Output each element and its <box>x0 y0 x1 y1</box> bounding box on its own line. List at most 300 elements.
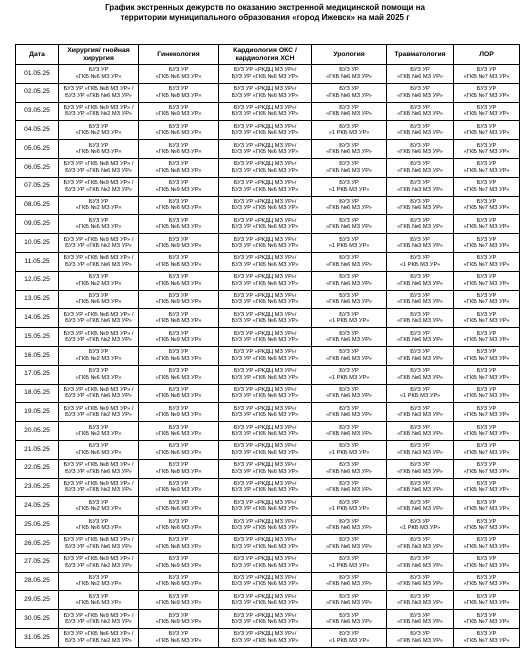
cell-line: БУЗ УР <box>168 67 189 74</box>
surgery-cell <box>59 365 139 384</box>
cardiology-cell <box>219 215 312 234</box>
cell-line: БУЗ УР <box>339 462 359 469</box>
surgery-cell <box>59 271 139 290</box>
cell-line: БУЗ УР «РКДЦ МЗ УР»/ <box>233 293 297 300</box>
cell-line: БУЗ УР «ГКБ №6 МЗ УР» <box>65 468 132 475</box>
cell-line: БУЗ УР «ГКБ №9 МЗ УР» / <box>63 105 134 112</box>
date-cell: 24.05.25 <box>16 497 59 516</box>
surgery-cell <box>59 309 139 328</box>
ent-cell <box>454 534 520 553</box>
cell-line: БУЗ УР «ГКБ №8 МЗ УР» / <box>63 311 134 318</box>
cell-line: «ГКБ №7 МЗ УР» <box>463 393 510 400</box>
cell-line: «1 РКБ МЗ УР» <box>328 318 370 325</box>
ent-cell <box>454 516 520 535</box>
traumatology-cell <box>387 121 454 140</box>
cardiology-cell <box>219 459 312 478</box>
cell-line: БУЗ УР «ГКБ №6 МЗ УР» <box>231 149 299 156</box>
cell-line: «1 РКБ МЗ УР» <box>399 525 441 532</box>
cell-line: БУЗ УР <box>410 293 430 300</box>
cell-line: «ГКБ №6 МЗ УР» <box>397 149 443 156</box>
cell-line: БУЗ УР <box>410 311 430 318</box>
cell-line: БУЗ УР <box>168 575 189 581</box>
cell-line: «ГКБ №6 МЗ УР» <box>75 600 122 607</box>
cell-line: БУЗ УР <box>476 105 497 112</box>
ent-cell <box>454 497 520 516</box>
cell-line: БУЗ УР <box>476 612 497 619</box>
cell-line: «ГКБ №6 МЗ УР» <box>326 73 372 80</box>
cell-line: «ГКБ №7 МЗ УР» <box>463 299 510 306</box>
gynecology-cell <box>139 591 219 610</box>
surgery-cell <box>59 422 139 441</box>
gynecology-cell <box>139 121 219 140</box>
cell-line: БУЗ УР «РКДЦ МЗ УР»/ <box>233 631 297 638</box>
cell-line: «ГКБ №7 МЗ УР» <box>463 355 510 362</box>
table-row <box>16 572 520 591</box>
ent-cell <box>454 553 520 572</box>
cell-line: «ГКБ №7 МЗ УР» <box>463 73 510 80</box>
cell-line: БУЗ УР «ГКБ №2 МЗ УР» <box>65 487 132 494</box>
cell-line: «ГКБ №7 МЗ УР» <box>463 506 510 513</box>
date-cell: 14.05.25 <box>16 309 59 328</box>
cell-line: «ГКБ №6 МЗ УР» <box>326 224 372 231</box>
cell-line: БУЗ УР «РКДЦ МЗ УР»/ <box>233 86 297 93</box>
cell-line: «ГКБ №6 МЗ УР» <box>75 299 122 306</box>
cell-line: БУЗ УР «РКДЦ МЗ УР»/ <box>233 387 297 394</box>
urology-cell <box>312 553 387 572</box>
col-header-urology: Урология <box>312 45 387 65</box>
table-row <box>16 290 520 309</box>
cell-line: БУЗ УР <box>476 387 497 394</box>
cell-line: БУЗ УР «ГКБ №2 МЗ УР» <box>65 412 132 419</box>
cell-line: БУЗ УР «ГКБ №8 МЗ УР» / <box>63 255 134 262</box>
urology-cell <box>312 591 387 610</box>
cell-line: БУЗ УР <box>339 405 359 412</box>
cell-line: БУЗ УР <box>339 105 359 112</box>
cell-line: БУЗ УР <box>168 330 189 337</box>
cell-line: «ГКБ №7 МЗ УР» <box>463 167 510 174</box>
cell-line: БУЗ УР <box>168 518 189 525</box>
cell-line: БУЗ УР «РКДЦ МЗ УР»/ <box>233 274 297 281</box>
cell-line: БУЗ УР <box>168 443 189 450</box>
surgery-cell <box>59 102 139 121</box>
table-row <box>16 83 520 102</box>
cell-line: «ГКБ №7 МЗ УР» <box>463 280 510 287</box>
cell-line: БУЗ УР <box>410 255 430 262</box>
cell-line: «ГКБ №6 МЗ УР» <box>155 637 202 644</box>
traumatology-cell <box>387 252 454 271</box>
cell-line: «ГКБ №7 МЗ УР» <box>463 374 510 381</box>
date-cell: 13.05.25 <box>16 290 59 309</box>
cell-line: «ГКБ №6 МЗ УР» <box>75 374 122 381</box>
cell-line: БУЗ УР <box>410 274 430 281</box>
cell-line: БУЗ УР «ГКБ №6 МЗ УР» <box>231 506 299 513</box>
date-cell: 17.05.25 <box>16 365 59 384</box>
cell-line: «ГКБ №9 МЗ УР» <box>155 412 202 419</box>
cell-line: БУЗ УР «ГКБ №9 МЗ УР» / <box>63 180 134 187</box>
cell-line: БУЗ УР <box>476 161 497 168</box>
ent-cell <box>454 403 520 422</box>
cell-line: БУЗ УР <box>410 349 430 356</box>
table-row <box>16 102 520 121</box>
urology-cell <box>312 158 387 177</box>
header-row <box>16 45 520 65</box>
cell-line: «ГКБ №6 МЗ УР» <box>326 355 372 362</box>
cell-line: «ГКБ №6 МЗ УР» <box>326 92 372 99</box>
ent-cell <box>454 65 520 84</box>
cell-line: «ГКБ №6 МЗ УР» <box>326 280 372 287</box>
cell-line: «ГКБ №6 МЗ УР» <box>397 431 443 438</box>
cell-line: БУЗ УР «ГКБ №2 МЗ УР» <box>65 337 132 344</box>
cell-line: БУЗ УР <box>88 142 109 149</box>
cell-line: «1 РКБ МЗ УР» <box>328 506 370 513</box>
cell-line: БУЗ УР «ГКБ №6 МЗ УР» <box>65 318 132 325</box>
cell-line: БУЗ УР «ГКБ №8 МЗ УР» / <box>63 462 134 469</box>
cell-line: БУЗ УР «РКДЦ МЗ УР»/ <box>233 161 297 168</box>
cell-line: «ГКБ №3 МЗ УР» <box>397 243 443 250</box>
cell-line: БУЗ УР <box>168 293 189 300</box>
cell-line: БУЗ УР <box>88 293 109 300</box>
ent-cell <box>454 290 520 309</box>
gynecology-cell <box>139 440 219 459</box>
col-header-traumatology: Травматология <box>387 45 454 65</box>
col-header-ent: ЛОР <box>454 45 520 65</box>
cell-line: БУЗ УР <box>476 481 497 488</box>
cell-line: «ГКБ №9 МЗ УР» <box>155 562 202 569</box>
col-header-cardiology: Кардиология ОКС / кардиология ХСН <box>219 45 312 65</box>
ent-cell <box>454 478 520 497</box>
date-cell: 07.05.25 <box>16 177 59 196</box>
gynecology-cell <box>139 459 219 478</box>
surgery-cell <box>59 215 139 234</box>
cell-line: БУЗ УР <box>339 67 359 74</box>
gynecology-cell <box>139 271 219 290</box>
urology-cell <box>312 403 387 422</box>
cell-line: «ГКБ №6 МЗ УР» <box>326 543 372 550</box>
cell-line: БУЗ УР «ГКБ №2 МЗ УР» <box>65 186 132 193</box>
date-cell: 19.05.25 <box>16 403 59 422</box>
cell-line: БУЗ УР <box>339 481 359 488</box>
cell-line: БУЗ УР <box>88 349 109 356</box>
cell-line: «ГКБ №3 МЗ УР» <box>397 318 443 325</box>
cell-line: «ГКБ №7 МЗ УР» <box>463 468 510 475</box>
traumatology-cell <box>387 516 454 535</box>
cell-line: «ГКБ №6 МЗ УР» <box>326 299 372 306</box>
traumatology-cell <box>387 196 454 215</box>
table-row <box>16 534 520 553</box>
cell-line: БУЗ УР «ГКБ №2 МЗ УР» <box>65 637 132 644</box>
cell-line: «ГКБ №6 МЗ УР» <box>326 412 372 419</box>
cell-line: «ГКБ №8 МЗ УР» <box>155 261 202 268</box>
cell-line: «ГКБ №7 МЗ УР» <box>463 543 510 550</box>
cardiology-cell <box>219 534 312 553</box>
urology-cell <box>312 422 387 441</box>
cell-line: БУЗ УР «РКДЦ МЗ УР»/ <box>233 105 297 112</box>
cell-line: «1 РКБ МЗ УР» <box>328 449 370 456</box>
cell-line: «ГКБ №6 МЗ УР» <box>326 261 372 268</box>
surgery-cell <box>59 478 139 497</box>
cell-line: «ГКБ №6 МЗ УР» <box>155 205 202 212</box>
ent-cell <box>454 140 520 159</box>
table-row <box>16 591 520 610</box>
traumatology-cell <box>387 591 454 610</box>
cell-line: БУЗ УР «ГКБ №6 МЗ УР» <box>231 637 299 644</box>
cell-line: БУЗ УР <box>168 631 189 638</box>
cell-line: «1 РКБ МЗ УР» <box>328 562 370 569</box>
cell-line: БУЗ УР <box>476 575 497 581</box>
surgery-cell <box>59 346 139 365</box>
traumatology-cell <box>387 553 454 572</box>
cell-line: БУЗ УР <box>168 311 189 318</box>
date-cell: 18.05.25 <box>16 384 59 403</box>
cell-line: БУЗ УР <box>476 424 497 431</box>
cell-line: БУЗ УР «ГКБ №6 МЗ УР» <box>65 543 132 550</box>
cell-line: БУЗ УР <box>476 349 497 356</box>
cell-line: БУЗ УР «ГКБ №9 МЗ УР» / <box>63 405 134 412</box>
cell-line: БУЗ УР «РКДЦ МЗ УР»/ <box>233 518 297 525</box>
cell-line: БУЗ УР <box>168 161 189 168</box>
cell-line: БУЗ УР <box>168 217 189 224</box>
gynecology-cell <box>139 384 219 403</box>
cell-line: БУЗ УР <box>339 499 359 506</box>
cell-line: БУЗ УР «ГКБ №6 МЗ УР» <box>231 299 299 306</box>
cell-line: БУЗ УР <box>410 443 430 450</box>
cell-line: БУЗ УР <box>168 199 189 206</box>
cell-line: БУЗ УР «ГКБ №6 МЗ УР» <box>231 205 299 212</box>
cell-line: БУЗ УР «РКДЦ МЗ УР»/ <box>233 537 297 544</box>
cell-line: БУЗ УР «РКДЦ МЗ УР»/ <box>233 481 297 488</box>
cell-line: БУЗ УР «ГКБ №6 МЗ УР» <box>65 92 132 99</box>
cell-line: «ГКБ №6 МЗ УР» <box>326 393 372 400</box>
cell-line: «ГКБ №8 МЗ УР» <box>155 468 202 475</box>
cell-line: «ГКБ №6 МЗ УР» <box>397 581 443 588</box>
urology-cell <box>312 478 387 497</box>
cell-line: БУЗ УР <box>410 105 430 112</box>
cell-line: «ГКБ №2 МЗ УР» <box>75 506 122 513</box>
table-row <box>16 422 520 441</box>
cardiology-cell <box>219 553 312 572</box>
ent-cell <box>454 309 520 328</box>
cell-line: БУЗ УР <box>410 67 430 74</box>
traumatology-cell <box>387 610 454 629</box>
cell-line: БУЗ УР <box>168 556 189 563</box>
cell-line: «ГКБ №6 МЗ УР» <box>75 224 122 231</box>
cell-line: «ГКБ №6 МЗ УР» <box>326 581 372 588</box>
cell-line: БУЗ УР <box>476 462 497 469</box>
cardiology-cell <box>219 252 312 271</box>
cell-line: БУЗ УР <box>339 349 359 356</box>
gynecology-cell <box>139 65 219 84</box>
cell-line: БУЗ УР <box>168 612 189 619</box>
cell-line: БУЗ УР «ГКБ №6 МЗ УР» <box>231 318 299 325</box>
cell-line: БУЗ УР «РКДЦ МЗ УР»/ <box>233 575 297 581</box>
cell-line: БУЗ УР <box>476 593 497 600</box>
cell-line: «ГКБ №6 МЗ УР» <box>397 92 443 99</box>
cell-line: «1 РКБ МЗ УР» <box>399 261 441 268</box>
cell-line: БУЗ УР «РКДЦ МЗ УР»/ <box>233 180 297 187</box>
cell-line: «ГКБ №2 МЗ УР» <box>75 205 122 212</box>
cell-line: БУЗ УР «ГКБ №6 МЗ УР» <box>231 412 299 419</box>
surgery-cell <box>59 83 139 102</box>
cell-line: «ГКБ №6 МЗ УР» <box>75 149 122 156</box>
cell-line: «ГКБ №6 МЗ УР» <box>155 374 202 381</box>
date-cell: 06.05.25 <box>16 158 59 177</box>
traumatology-cell <box>387 309 454 328</box>
cell-line: БУЗ УР <box>88 368 109 375</box>
cell-line: БУЗ УР <box>410 199 430 206</box>
cell-line: БУЗ УР «ГКБ №6 МЗ УР» <box>231 525 299 532</box>
cell-line: БУЗ УР «ГКБ №9 МЗ УР» / <box>63 330 134 337</box>
urology-cell <box>312 516 387 535</box>
cell-line: «ГКБ №6 МЗ УР» <box>397 111 443 118</box>
cell-line: БУЗ УР <box>339 330 359 337</box>
cell-line: БУЗ УР <box>476 368 497 375</box>
cardiology-cell <box>219 516 312 535</box>
ent-cell <box>454 158 520 177</box>
cell-line: «ГКБ №7 МЗ УР» <box>463 431 510 438</box>
cell-line: БУЗ УР <box>168 236 189 243</box>
cell-line: БУЗ УР <box>168 105 189 112</box>
cell-line: БУЗ УР <box>88 575 109 581</box>
cell-line: БУЗ УР <box>168 405 189 412</box>
ent-cell <box>454 591 520 610</box>
cell-line: БУЗ УР «РКДЦ МЗ УР»/ <box>233 499 297 506</box>
traumatology-cell <box>387 83 454 102</box>
table-row <box>16 215 520 234</box>
cell-line: БУЗ УР «РКДЦ МЗ УР»/ <box>233 142 297 149</box>
traumatology-cell <box>387 177 454 196</box>
table-row <box>16 177 520 196</box>
date-cell: 08.05.25 <box>16 196 59 215</box>
cell-line: БУЗ УР «ГКБ №2 МЗ УР» <box>65 619 132 625</box>
cell-line: БУЗ УР <box>410 368 430 375</box>
cell-line: БУЗ УР «ГКБ №6 МЗ УР» <box>231 243 299 250</box>
cell-line: БУЗ УР «ГКБ №6 МЗ УР» <box>231 280 299 287</box>
cell-line: «ГКБ №9 МЗ УР» <box>155 487 202 494</box>
cell-line: БУЗ УР <box>339 236 359 243</box>
cell-line: БУЗ УР <box>410 161 430 168</box>
date-cell: 15.05.25 <box>16 328 59 347</box>
cell-line: «ГКБ №7 МЗ УР» <box>463 318 510 325</box>
cell-line: БУЗ УР «РКДЦ МЗ УР»/ <box>233 462 297 469</box>
cell-line: БУЗ УР <box>410 86 430 93</box>
cell-line: «ГКБ №6 МЗ УР» <box>397 73 443 80</box>
cell-line: БУЗ УР «РКДЦ МЗ УР»/ <box>233 67 297 74</box>
cell-line: «ГКБ №6 МЗ УР» <box>155 73 202 80</box>
gynecology-cell <box>139 610 219 629</box>
cell-line: БУЗ УР «ГКБ №6 МЗ УР» <box>231 543 299 550</box>
cell-line: БУЗ УР <box>168 387 189 394</box>
urology-cell <box>312 497 387 516</box>
urology-cell <box>312 346 387 365</box>
surgery-cell <box>59 252 139 271</box>
date-cell: 02.05.25 <box>16 83 59 102</box>
urology-cell <box>312 572 387 591</box>
surgery-cell <box>59 591 139 610</box>
cell-line: БУЗ УР «ГКБ №6 МЗ УР» <box>231 111 299 118</box>
cell-line: БУЗ УР «ГКБ №6 МЗ УР» / <box>63 631 134 638</box>
cell-line: «ГКБ №6 МЗ УР» <box>326 205 372 212</box>
cell-line: «ГКБ №6 МЗ УР» <box>397 280 443 287</box>
cell-line: БУЗ УР <box>476 123 497 130</box>
cell-line: БУЗ УР <box>88 499 109 506</box>
ent-cell <box>454 215 520 234</box>
cell-line: «ГКБ №6 МЗ УР» <box>326 487 372 494</box>
cell-line: БУЗ УР <box>410 593 430 600</box>
cell-line: «ГКБ №6 МЗ УР» <box>155 449 202 456</box>
cell-line: БУЗ УР «РКДЦ МЗ УР»/ <box>233 593 297 600</box>
cell-line: БУЗ УР «РКДЦ МЗ УР»/ <box>233 330 297 337</box>
cell-line: БУЗ УР <box>410 330 430 337</box>
ent-cell <box>454 177 520 196</box>
cell-line: БУЗ УР <box>339 123 359 130</box>
cell-line: БУЗ УР «ГКБ №6 МЗ УР» <box>65 261 132 268</box>
table-row <box>16 196 520 215</box>
cell-line: «1 РКБ МЗ УР» <box>399 393 441 400</box>
cell-line: «ГКБ №7 МЗ УР» <box>463 149 510 156</box>
cell-line: «ГКБ №6 МЗ УР» <box>326 111 372 118</box>
table-row <box>16 497 520 516</box>
cell-line: БУЗ УР «ГКБ №6 МЗ УР» <box>231 374 299 381</box>
cell-line: БУЗ УР <box>476 405 497 412</box>
cell-line: БУЗ УР <box>410 180 430 187</box>
traumatology-cell <box>387 290 454 309</box>
cell-line: БУЗ УР «ГКБ №6 МЗ УР» <box>231 337 299 344</box>
cell-line: БУЗ УР «РКДЦ МЗ УР»/ <box>233 123 297 130</box>
date-cell: 11.05.25 <box>16 252 59 271</box>
table-row <box>16 346 520 365</box>
cell-line: БУЗ УР «ГКБ №6 МЗ УР» <box>231 449 299 456</box>
cell-line: «ГКБ №6 МЗ УР» <box>397 337 443 344</box>
cell-line: БУЗ УР <box>339 424 359 431</box>
ent-cell <box>454 384 520 403</box>
cell-line: БУЗ УР <box>339 387 359 394</box>
cardiology-cell <box>219 497 312 516</box>
cell-line: «ГКБ №6 МЗ УР» <box>155 581 202 588</box>
cell-line: «ГКБ №6 МЗ УР» <box>326 600 372 607</box>
cell-line: «ГКБ №8 МЗ УР» <box>155 318 202 325</box>
gynecology-cell <box>139 534 219 553</box>
urology-cell <box>312 628 387 647</box>
urology-cell <box>312 440 387 459</box>
cell-line: «ГКБ №7 МЗ УР» <box>463 111 510 118</box>
cell-line: «ГКБ №6 МЗ УР» <box>75 73 122 80</box>
cell-line: «ГКБ №6 МЗ УР» <box>326 431 372 438</box>
surgery-cell <box>59 177 139 196</box>
cell-line: «1 РКБ МЗ УР» <box>328 243 370 250</box>
urology-cell <box>312 102 387 121</box>
cardiology-cell <box>219 403 312 422</box>
cardiology-cell <box>219 422 312 441</box>
cardiology-cell <box>219 158 312 177</box>
cell-line: БУЗ УР «РКДЦ МЗ УР»/ <box>233 424 297 431</box>
cell-line: «ГКБ №6 МЗ УР» <box>397 506 443 513</box>
date-cell: 03.05.25 <box>16 102 59 121</box>
cell-line: БУЗ УР «РКДЦ МЗ УР»/ <box>233 405 297 412</box>
col-header-date: Дата <box>16 45 59 65</box>
cardiology-cell <box>219 365 312 384</box>
cell-line: БУЗ УР <box>168 462 189 469</box>
cell-line: БУЗ УР «ГКБ №6 МЗ УР» <box>65 167 132 174</box>
ent-cell <box>454 252 520 271</box>
traumatology-cell <box>387 65 454 84</box>
cell-line: «ГКБ №9 МЗ УР» <box>155 337 202 344</box>
date-cell: 01.05.25 <box>16 65 59 84</box>
cell-line: «ГКБ №6 МЗ УР» <box>326 468 372 475</box>
cell-line: «1 РКБ МЗ УР» <box>328 374 370 381</box>
surgery-cell <box>59 497 139 516</box>
cell-line: БУЗ УР <box>476 556 497 563</box>
surgery-cell <box>59 459 139 478</box>
